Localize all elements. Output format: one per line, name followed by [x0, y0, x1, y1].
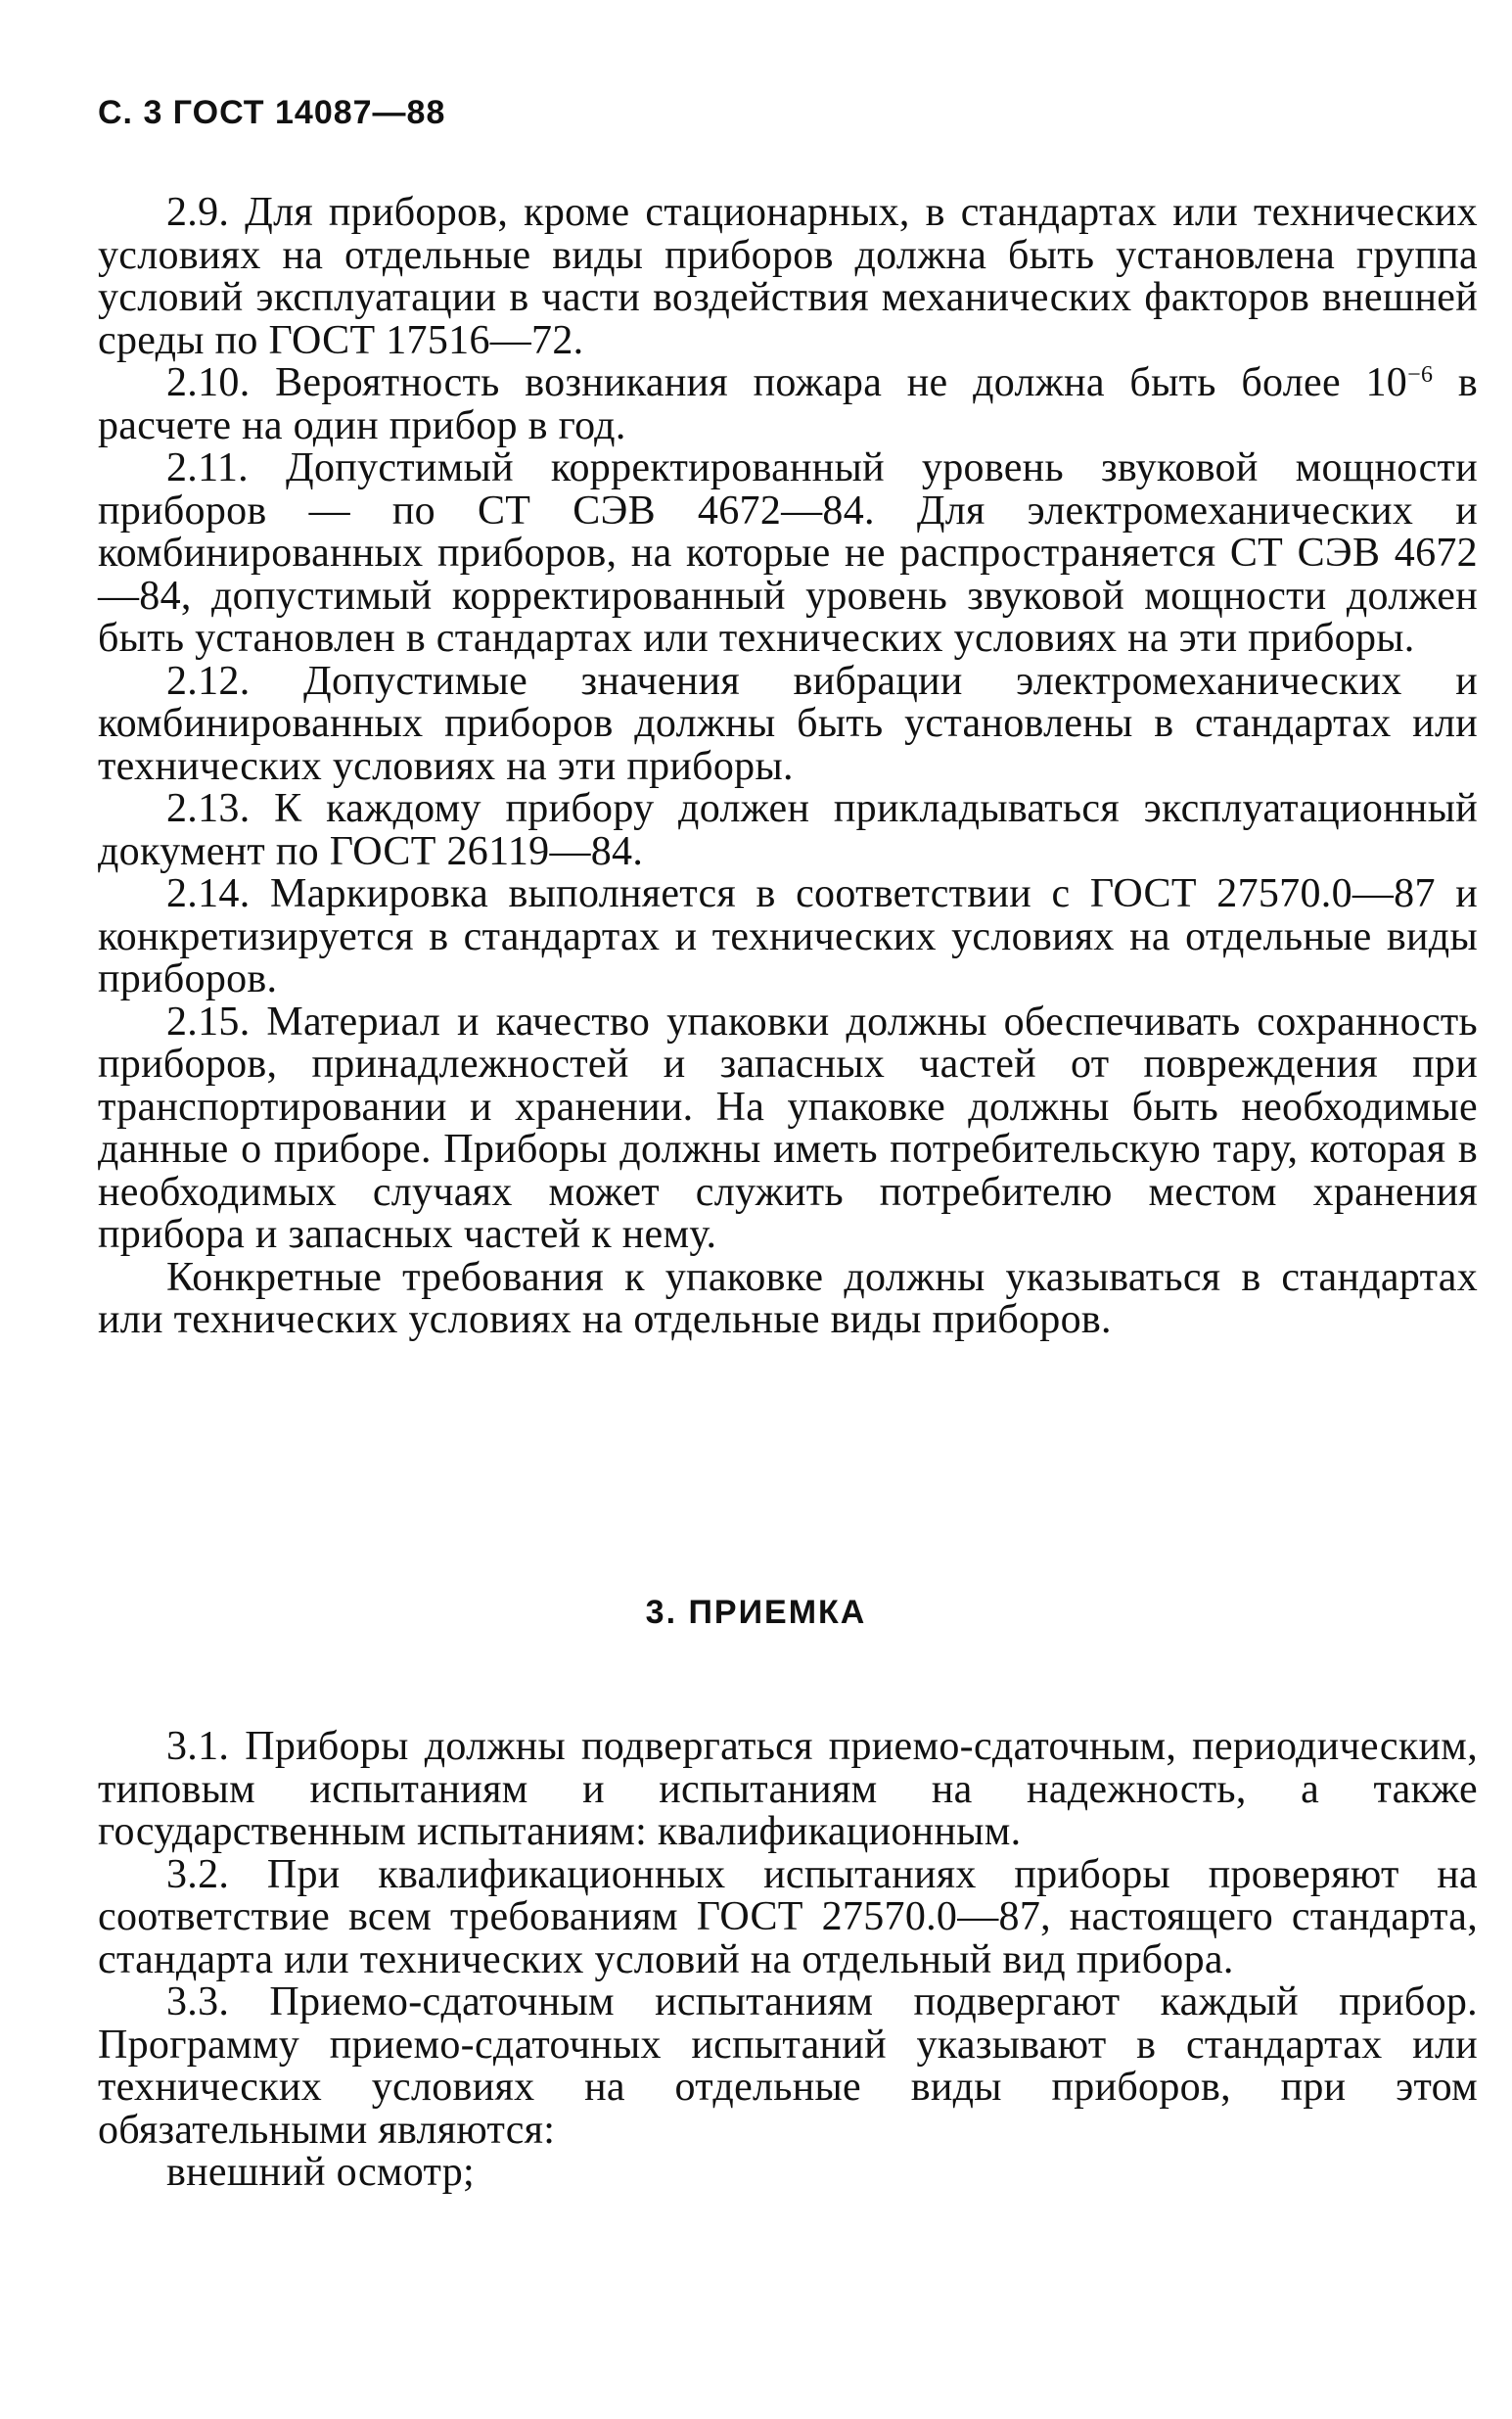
acceptance-text-block — [98, 1726, 1478, 2195]
paragraph-2-15-packaging: Конкретные требования к упаковке должны указываться в стандартах или технических условиях на отдельные виды приборов. — [98, 1254, 1478, 1342]
paragraph-2-15: 2.15. Материал и качество упаковки должны обеспечивать сохранность приборов, принадлежностей и запасных частей от повреждения при транспортировании и хранении. На упаковке должны быть необходимые данные о приборе. Приборы должны иметь потребительскую тару, которая в необходимых случаях может служить потребителю местом хранения прибора и запасных частей к нему. — [98, 999, 1478, 1257]
paragraph-2-9: 2.9. Для приборов, кроме стационарных, в стандартах или технических условиях на отдельные виды приборов должна быть установлена группа условий эксплуатации в части воздействия механических факторов внешней среды по ГОСТ 17516—72. — [98, 190, 1478, 363]
section-title-acceptance: 3. ПРИЕМКА — [645, 1594, 867, 1631]
paragraph-2-10-tail: в расчете на один прибор в год. — [98, 360, 1478, 448]
paragraph-2-10-lead: 2.10. Вероятность возникания пожара не должна быть более 10 — [166, 360, 1408, 405]
paragraph-2-13: 2.13. К каждому прибору должен прикладываться эксплуатационный документ по ГОСТ 26119—84. — [98, 786, 1478, 874]
paragraph-2-14: 2.14. Маркировка выполняется в соответствии с ГОСТ 27570.0—87 и конкретизируется в стандартах и технических условиях на отдельные виды приборов. — [98, 871, 1478, 1001]
paragraph-2-10 — [98, 362, 1478, 447]
paragraph-2-11: 2.11. Допустимый корректированный уровень звуковой мощности приборов — по СТ СЭВ 4672—84. Для электромеханических и комбинированных приборов, на которые не распространяется СТ СЭВ 4672—84, допустимый корректированный уровень звуковой мощности должен быть установлен в стандартах или технических условиях на эти приборы. — [98, 445, 1478, 661]
paragraph-3-2: 3.2. При квалификационных испытаниях приборы проверяют на соответствие всем требованиям ГОСТ 27570.0—87, настоящего стандарта, стандарта или технических условий на отдельный вид прибора. — [98, 1851, 1478, 1982]
paragraph-3-3-item: внешний осмотр; — [166, 2150, 475, 2195]
page-header: С. 3 ГОСТ 14087—88 — [98, 94, 446, 131]
requirements-text-block — [98, 192, 1478, 1342]
paragraph-3-3: 3.3. Приемо-сдаточным испытаниям подвергают каждый прибор. Программу приемо-сдаточных испытаний указывают в стандартах или технических условиях на отдельные виды приборов, при этом обязательными являются: — [98, 1979, 1478, 2153]
exponent: −6 — [1407, 362, 1434, 388]
paragraph-3-1: 3.1. Приборы должны подвергаться приемо-сдаточным, периодическим, типовым испытаниям и испытаниям на надежность, а также государственным испытаниям: квалификационным. — [98, 1724, 1478, 1854]
paragraph-2-12: 2.12. Допустимые значения вибрации электромеханических и комбинированных приборов должны быть установлены в стандартах или технических условиях на эти приборы. — [98, 658, 1478, 789]
